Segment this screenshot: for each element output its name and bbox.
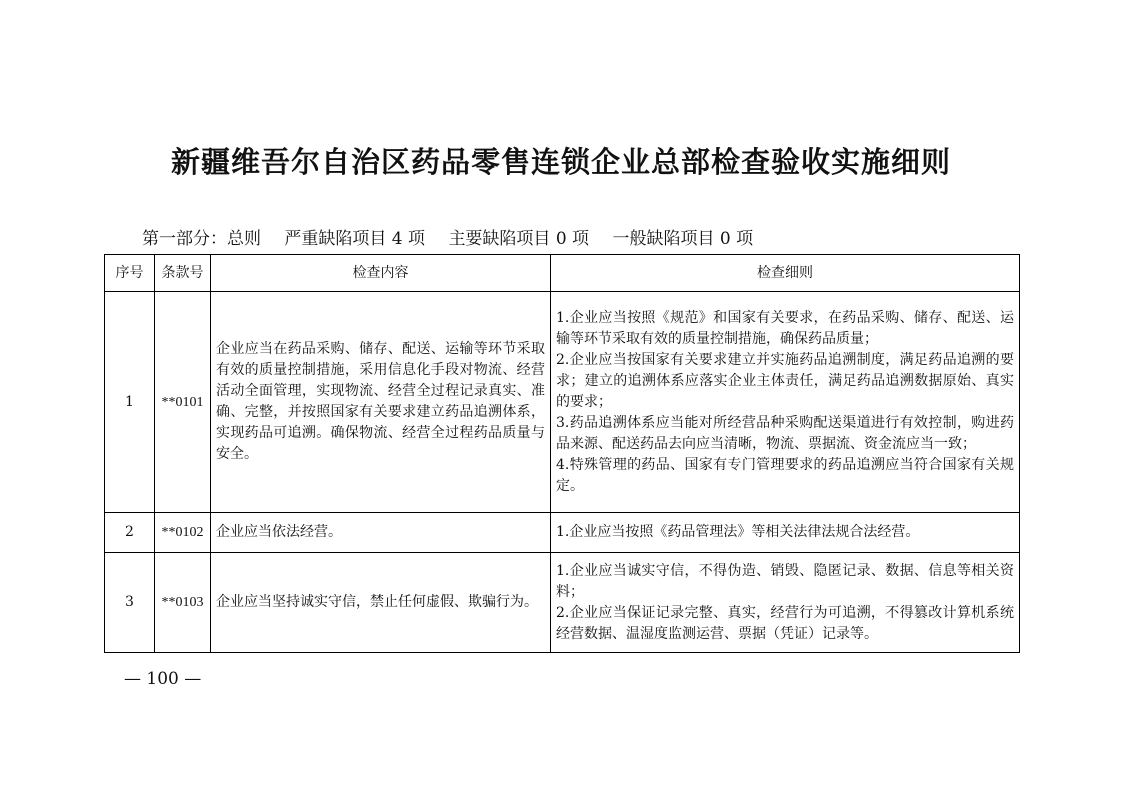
clause-code: **0101 [155, 292, 211, 513]
table-row [105, 553, 1020, 653]
header-no: 序号 [105, 255, 155, 292]
row-number: 1 [105, 292, 155, 513]
detail-item: 2.企业应当按国家有关要求建立并实施药品追溯制度，满足药品追溯的要求；建立的追溯体系应落实企业主体责任，满足药品追溯数据原始、真实的要求； [556, 351, 1014, 410]
inspection-table [104, 254, 1020, 653]
header-content: 检查内容 [211, 255, 551, 292]
section-summary [142, 224, 771, 249]
clause-code: **0103 [155, 553, 211, 653]
clause-code: **0102 [155, 513, 211, 553]
inspection-content: 企业应当在药品采购、储存、配送、运输等环节采取有效的质量控制措施，采用信息化手段对物流、经营活动全面管理，实现物流、经营全过程记录真实、准确、完整，并按照国家有关要求建立药品追溯体系，实现药品可追溯。确保物流、经营全过程药品质量与安全。 [211, 292, 551, 513]
inspection-content: 企业应当坚持诚实守信，禁止任何虚假、欺骗行为。 [211, 553, 551, 653]
detail-item: 2.企业应当保证记录完整、真实，经营行为可追溯，不得篡改计算机系统经营数据、温湿度监测运营、票据（凭证）记录等。 [556, 604, 1014, 642]
detail-item: 4.特殊管理的药品、国家有专门管理要求的药品追溯应当符合国家有关规定。 [556, 456, 1014, 494]
inspection-detail [551, 553, 1020, 653]
detail-item: 1.企业应当诚实守信，不得伪造、销毁、隐匿记录、数据、信息等相关资料； [556, 562, 1014, 600]
row-number: 3 [105, 553, 155, 653]
page-number: — 100 — [124, 669, 202, 689]
inspection-detail [551, 292, 1020, 513]
detail-item: 1.企业应当按照《药品管理法》等相关法律法规合法经营。 [556, 524, 920, 540]
major-defect-count: 主要缺陷项目 0 项 [448, 229, 590, 249]
page-title: 新疆维吾尔自治区药品零售连锁企业总部检查验收实施细则 [170, 145, 951, 179]
detail-item: 3.药品追溯体系应当能对所经营品种采购配送渠道进行有效控制，购进药品来源、配送药品去向应当清晰，物流、票据流、资金流应当一致； [556, 414, 1014, 452]
header-code: 条款号 [155, 255, 211, 292]
table-row [105, 292, 1020, 513]
header-detail: 检查细则 [551, 255, 1020, 292]
row-number: 2 [105, 513, 155, 553]
section-part-label: 第一部分：总则 [142, 229, 261, 249]
table-header-row [105, 255, 1020, 292]
serious-defect-count: 严重缺陷项目 4 项 [284, 229, 426, 249]
inspection-content: 企业应当依法经营。 [211, 513, 551, 553]
general-defect-count: 一般缺陷项目 0 项 [612, 229, 754, 249]
detail-item: 1.企业应当按照《规范》和国家有关要求，在药品采购、储存、配送、运输等环节采取有效的质量控制措施，确保药品质量； [556, 309, 1014, 347]
table-row [105, 513, 1020, 553]
inspection-detail [551, 513, 1020, 553]
